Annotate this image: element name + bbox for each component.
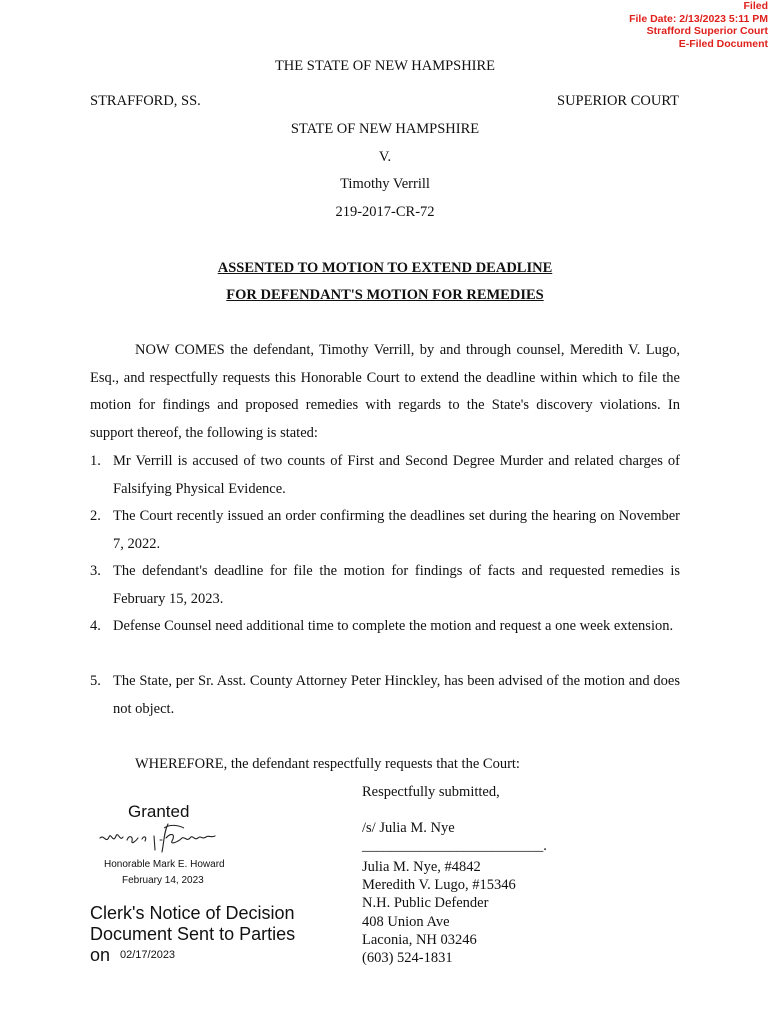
caption-plaintiff: STATE OF NEW HAMPSHIRE <box>290 121 480 137</box>
list-item <box>90 558 680 613</box>
list-item-text: Defense Counsel need additional time to complete the motion and request a one week extension. <box>113 618 674 634</box>
list-item-number: 1. <box>90 453 101 469</box>
list-item-number: 2. <box>90 508 101 524</box>
list-item-text: The State, per Sr. Asst. County Attorney Peter Hinckley, has been advised of the motion and does not object. <box>113 673 680 717</box>
list-item <box>90 668 680 723</box>
attorney-name-nye: Julia M. Nye, #4842 <box>362 859 481 875</box>
stamp-file-date: File Date: 2/13/2023 5:11 PM <box>629 12 768 25</box>
attorney-name-lugo: Meredith V. Lugo, #15346 <box>362 877 516 894</box>
wherefore-clause: WHEREFORE, the defendant respectfully requests that the Court: <box>135 756 520 772</box>
list-item-number: 4. <box>90 618 101 634</box>
intro-paragraph: NOW COMES the defendant, Timothy Verrill, by and through counsel, Meredith V. Lugo, Esq., and respectfully requests this Honorable Court to extend the deadline within which to file the motion for findings and proposed remedies with regards to the State's discovery violations. In support thereof, the following is stated: <box>90 342 680 441</box>
list-item-text: Mr Verrill is accused of two counts of First and Second Degree Murder and related charges of Falsifying Physical Evidence. <box>113 453 680 497</box>
list-item-text: The Court recently issued an order confirming the deadlines set during the hearing on November 7, 2022. <box>113 508 680 552</box>
list-item <box>90 448 680 503</box>
caption-versus: V. <box>378 149 392 165</box>
list-item-number: 3. <box>90 563 101 579</box>
signature-rule: _________________________. <box>362 838 547 854</box>
office-street: 408 Union Ave <box>362 913 450 930</box>
motion-title-line2: FOR DEFENDANT'S MOTION FOR REMEDIES <box>226 287 544 303</box>
granted-label: Granted <box>128 802 190 821</box>
office-name: N.H. Public Defender <box>362 895 489 912</box>
list-item-number: 5. <box>90 673 101 689</box>
office-phone: (603) 524-1831 <box>362 950 453 967</box>
county-label: STRAFFORD, SS. <box>90 93 201 109</box>
clerk-notice-line1: Clerk's Notice of Decision <box>90 903 295 923</box>
stamp-efiled: E-Filed Document <box>678 37 768 50</box>
signature-block <box>362 858 516 967</box>
closing-line: Respectfully submitted, <box>362 784 500 800</box>
list-item <box>90 613 680 641</box>
stamp-filed: Filed <box>743 0 768 12</box>
caption-defendant: Timothy Verrill <box>340 176 430 192</box>
list-item-text: The defendant's deadline for file the motion for findings of facts and requested remedies is February 15, 2023. <box>113 563 680 607</box>
motion-title-line1: ASSENTED TO MOTION TO EXTEND DEADLINE <box>217 260 553 276</box>
clerk-notice-on: on <box>90 945 111 965</box>
stamp-court: Strafford Superior Court <box>646 25 768 37</box>
caption-docket: 219-2017-CR-72 <box>335 204 435 220</box>
office-city: Laconia, NH 03246 <box>362 931 477 948</box>
judge-signature-icon <box>98 822 228 856</box>
court-label: SUPERIOR COURT <box>557 93 679 109</box>
judge-name: Honorable Mark E. Howard <box>104 859 225 870</box>
e-signature: /s/ Julia M. Nye <box>362 820 455 836</box>
clerk-notice-line2: Document Sent to Parties <box>90 924 296 944</box>
order-date: February 14, 2023 <box>122 875 204 886</box>
filing-stamp <box>629 0 768 50</box>
clerk-notice-date: 02/17/2023 <box>120 949 176 961</box>
state-heading: THE STATE OF NEW HAMPSHIRE <box>274 58 496 74</box>
list-item <box>90 503 680 558</box>
